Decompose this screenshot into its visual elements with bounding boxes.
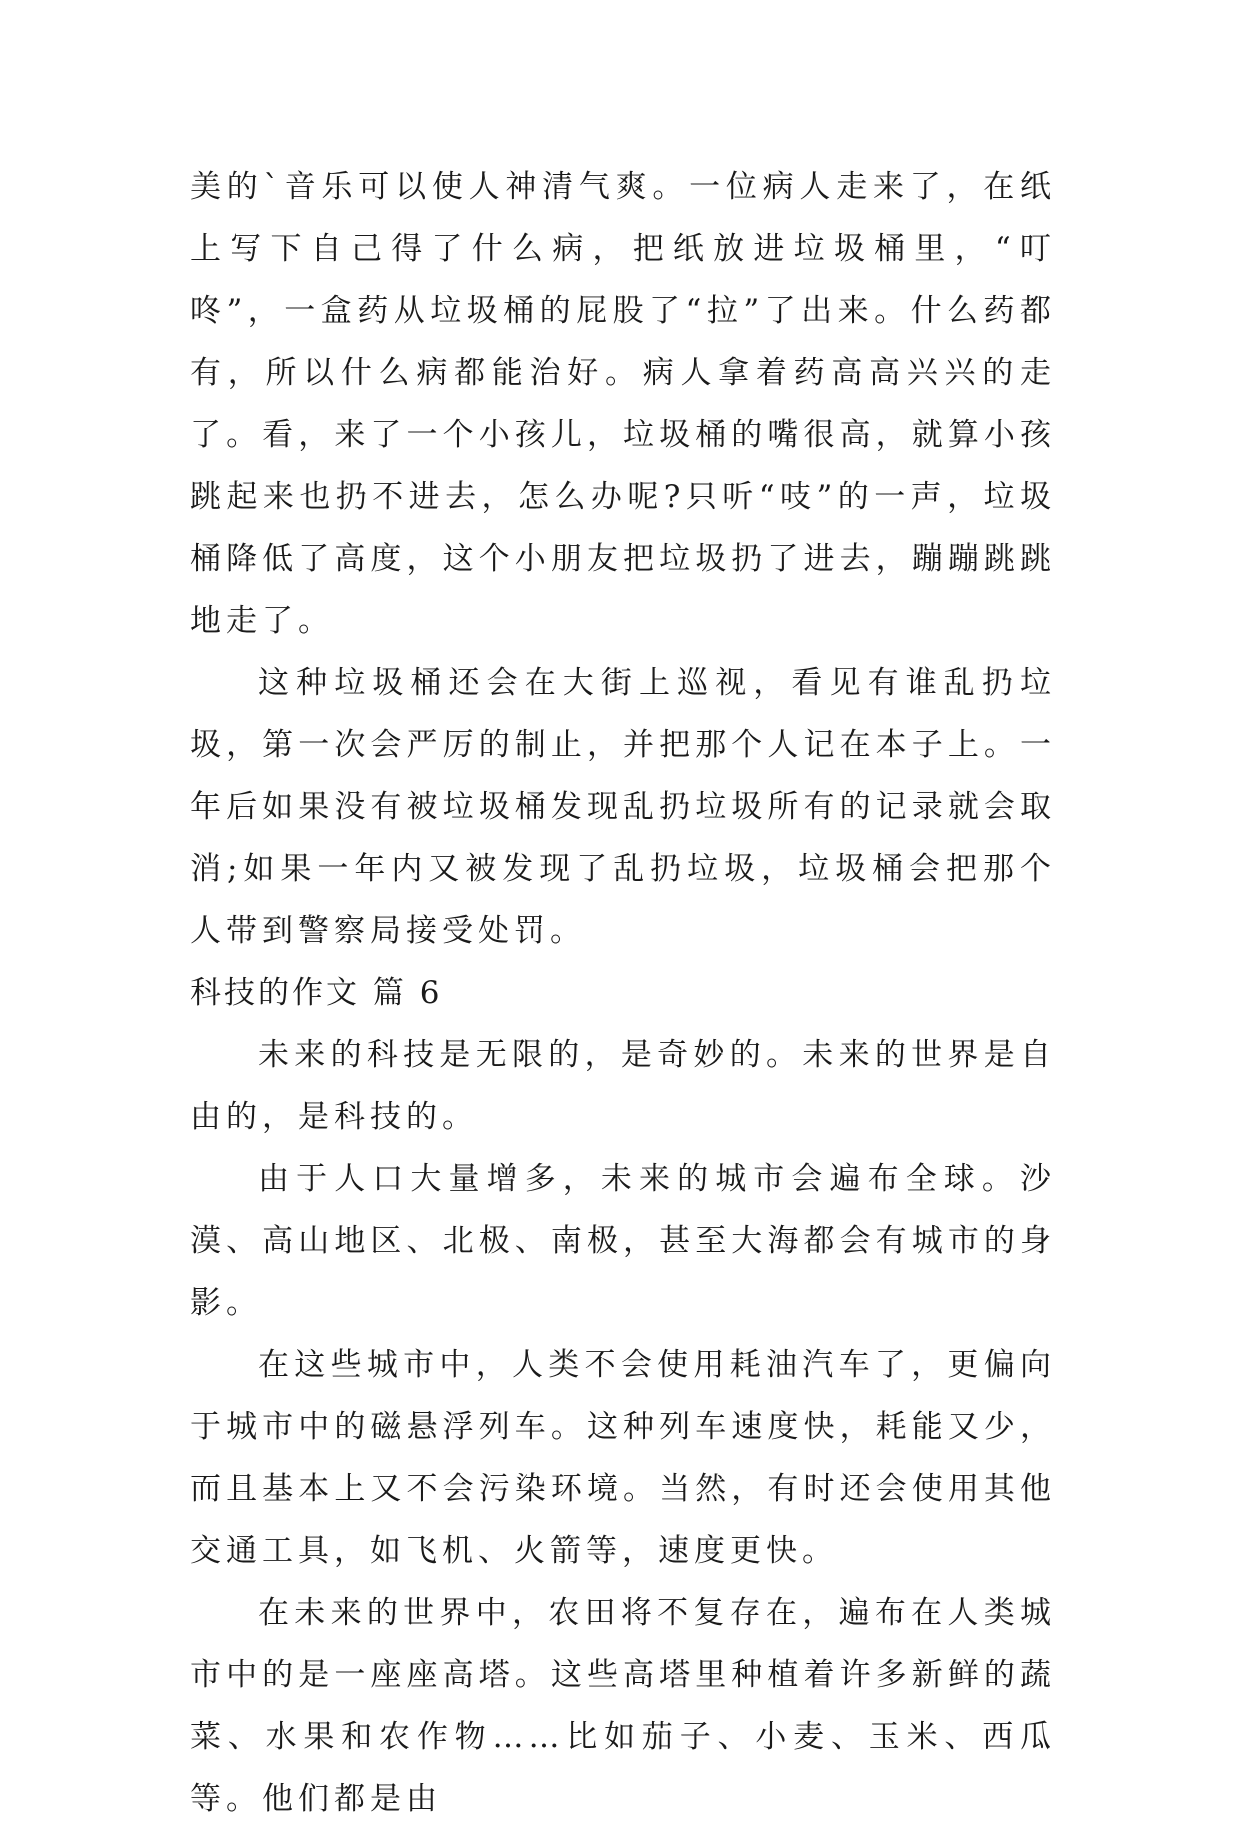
document-body [190, 156, 1056, 1830]
paragraph-farm-towers: 在未来的世界中，农田将不复存在，遍布在人类城市中的是一座座高塔。这些高塔里种植着许多新鲜的蔬菜、水果和农作物……比如茄子、小麦、玉米、西瓜等。他们都是由 [190, 1595, 1056, 1817]
paragraph-trash-can-music: 美的`音乐可以使人神清气爽。一位病人走来了，在纸上写下自己得了什么病，把纸放进垃圾桶里，“叮咚”，一盒药从垃圾桶的屁股了“拉”了出来。什么药都有，所以什么病都能治好。病人拿着药高高兴兴的走了。看，来了一个小孩儿，垃圾桶的嘴很高，就算小孩跳起来也扔不进去，怎么办呢?只听“吱”的一声，垃圾桶降低了高度，这个小朋友把垃圾扔了进去，蹦蹦跳跳地走了。 [190, 169, 1056, 639]
paragraph-trash-can-patrol: 这种垃圾桶还会在大街上巡视，看见有谁乱扔垃圾，第一次会严厉的制止，并把那个人记在本子上。一年后如果没有被垃圾桶发现乱扔垃圾所有的记录就会取消;如果一年内又被发现了乱扔垃圾，垃圾桶会把那个人带到警察局接受处罚。 [190, 665, 1056, 949]
paragraph-maglev-transport: 在这些城市中，人类不会使用耗油汽车了，更偏向于城市中的磁悬浮列车。这种列车速度快，耗能又少，而且基本上又不会污染环境。当然，有时还会使用其他交通工具，如飞机、火箭等，速度更快。 [190, 1347, 1056, 1569]
paragraph-future-cities: 由于人口大量增多，未来的城市会遍布全球。沙漠、高山地区、北极、南极，甚至大海都会有城市的身影。 [190, 1161, 1056, 1321]
section-heading: 科技的作文 篇 6 [190, 975, 443, 1011]
paragraph-future-tech: 未来的科技是无限的，是奇妙的。未来的世界是自由的，是科技的。 [190, 1037, 1056, 1135]
